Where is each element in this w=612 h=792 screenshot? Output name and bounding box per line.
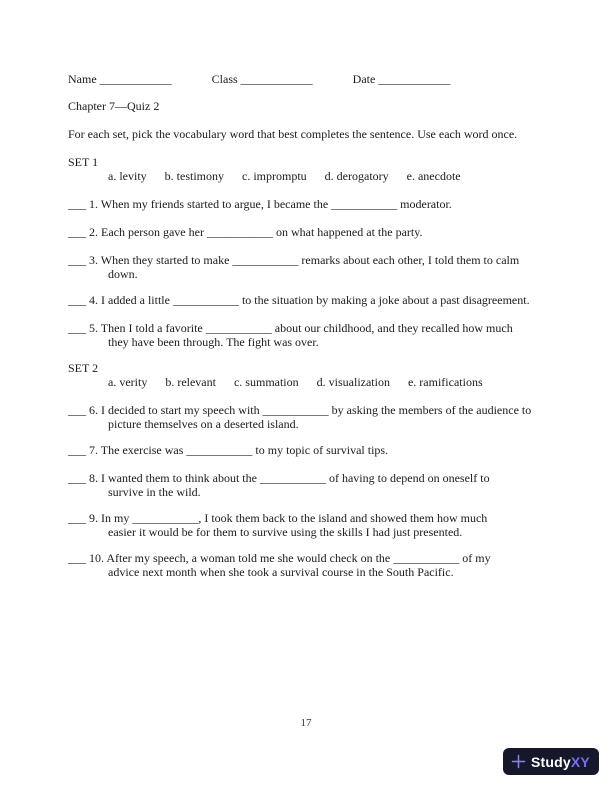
question-line — [108, 565, 572, 579]
question-line — [68, 253, 572, 267]
question-item — [68, 293, 572, 307]
question-text: picture themselves on a deserted island. — [108, 417, 299, 431]
brand-name-accent: XY — [570, 753, 590, 770]
question-item — [68, 551, 572, 579]
word-bank — [108, 169, 572, 183]
question-line — [68, 443, 572, 457]
question-text: Each person gave her ___________ on what happened at the party. — [101, 225, 423, 239]
question-line — [68, 511, 572, 525]
question-item — [68, 471, 572, 499]
field-label: Name — [68, 72, 100, 86]
plus-icon — [511, 754, 526, 769]
header-fields — [68, 72, 572, 86]
question-number: 3. — [89, 253, 101, 267]
question-sets — [68, 155, 572, 579]
question-text: survive in the wild. — [108, 485, 201, 499]
question-number: 7. — [89, 443, 101, 457]
word-option: d. visualization — [316, 375, 390, 389]
question-line — [68, 551, 572, 565]
word-bank — [108, 375, 572, 389]
question-text: The exercise was ___________ to my topic of survival tips. — [100, 443, 389, 457]
word-option: a. levity — [108, 169, 147, 183]
word-option: b. testimony — [164, 169, 224, 183]
question-line — [108, 335, 572, 349]
question-number: 9. — [89, 511, 101, 525]
answer-blank: ___ — [68, 253, 89, 267]
word-option: c. impromptu — [242, 169, 307, 183]
header-field-date — [353, 72, 451, 86]
question-text: Then I told a favorite ___________ about our childhood, and they recalled how much — [100, 321, 513, 335]
set-heading: SET 1 — [68, 155, 99, 169]
set-heading: SET 2 — [68, 361, 99, 375]
answer-blank: ___ — [68, 471, 89, 485]
question-line — [68, 293, 572, 307]
question-text: When my friends started to argue, I became the ___________ moderator. — [100, 197, 452, 211]
answer-blank: ___ — [68, 403, 89, 417]
question-line — [108, 417, 572, 431]
question-number: 2. — [89, 225, 101, 239]
answer-blank: ___ — [68, 197, 89, 211]
question-line — [108, 525, 572, 539]
answer-blank: ___ — [68, 511, 89, 525]
brand-name-primary: Study — [531, 753, 571, 770]
question-number: 1. — [89, 197, 101, 211]
question-text: When they started to make ___________ remarks about each other, I told them to calm — [100, 253, 520, 267]
question-text: easier it would be for them to survive using the skills I had just presented. — [108, 525, 463, 539]
question-text: advice next month when she took a survival course in the South Pacific. — [108, 565, 454, 579]
word-option: c. summation — [233, 375, 299, 389]
question-item — [68, 511, 572, 539]
question-item — [68, 253, 572, 281]
header-field-class — [212, 72, 313, 86]
question-text: I decided to start my speech with ___________ by asking the members of the audience to — [101, 403, 532, 417]
question-text: down. — [108, 267, 138, 281]
question-number: 8. — [89, 471, 101, 485]
question-line — [68, 225, 572, 239]
field-blank-line: ____________ — [378, 72, 451, 86]
question-item — [68, 403, 572, 431]
answer-blank: ___ — [68, 443, 89, 457]
field-blank-line: ____________ — [240, 72, 313, 86]
word-option: b. relevant — [165, 375, 216, 389]
answer-blank: ___ — [68, 551, 89, 565]
quiz-instructions: For each set, pick the vocabulary word that best completes the sentence. Use each word once. — [68, 127, 518, 141]
page-number: 17 — [300, 717, 312, 729]
question-text: they have been through. The fight was over. — [108, 335, 319, 349]
question-line — [68, 471, 572, 485]
question-item — [68, 225, 572, 239]
page-title: Chapter 7—Quiz 2 — [68, 99, 160, 113]
question-line — [108, 267, 572, 281]
answer-blank: ___ — [68, 293, 89, 307]
word-option: e. anecdote — [406, 169, 461, 183]
question-number: 4. — [89, 293, 101, 307]
header-field-name — [68, 72, 172, 86]
question-item — [68, 443, 572, 457]
word-option: a. verity — [108, 375, 148, 389]
question-line — [108, 485, 572, 499]
question-number: 5. — [89, 321, 101, 335]
question-text: In my ___________, I took them back to the island and showed them how much — [101, 511, 488, 525]
question-item — [68, 321, 572, 349]
question-set — [68, 155, 572, 349]
answer-blank: ___ — [68, 225, 89, 239]
field-label: Date — [352, 72, 379, 86]
brand-wordmark — [531, 755, 590, 769]
question-text: I wanted them to think about the ___________ of having to depend on oneself to — [101, 471, 490, 485]
question-line — [68, 403, 572, 417]
question-item — [68, 197, 572, 211]
question-line — [68, 321, 572, 335]
studyxy-logo-badge[interactable] — [503, 748, 599, 775]
question-set — [68, 361, 572, 579]
answer-blank: ___ — [68, 321, 89, 335]
question-number: 6. — [89, 403, 101, 417]
field-blank-line: ____________ — [99, 72, 172, 86]
question-number: 10. — [89, 551, 107, 565]
word-option: d. derogatory — [324, 169, 389, 183]
question-line — [68, 197, 572, 211]
field-label: Class — [211, 72, 241, 86]
question-text: I added a little ___________ to the situation by making a joke about a past disagreement. — [101, 293, 530, 307]
question-text: After my speech, a woman told me she would check on the ___________ of my — [106, 551, 491, 565]
word-option: e. ramifications — [407, 375, 483, 389]
